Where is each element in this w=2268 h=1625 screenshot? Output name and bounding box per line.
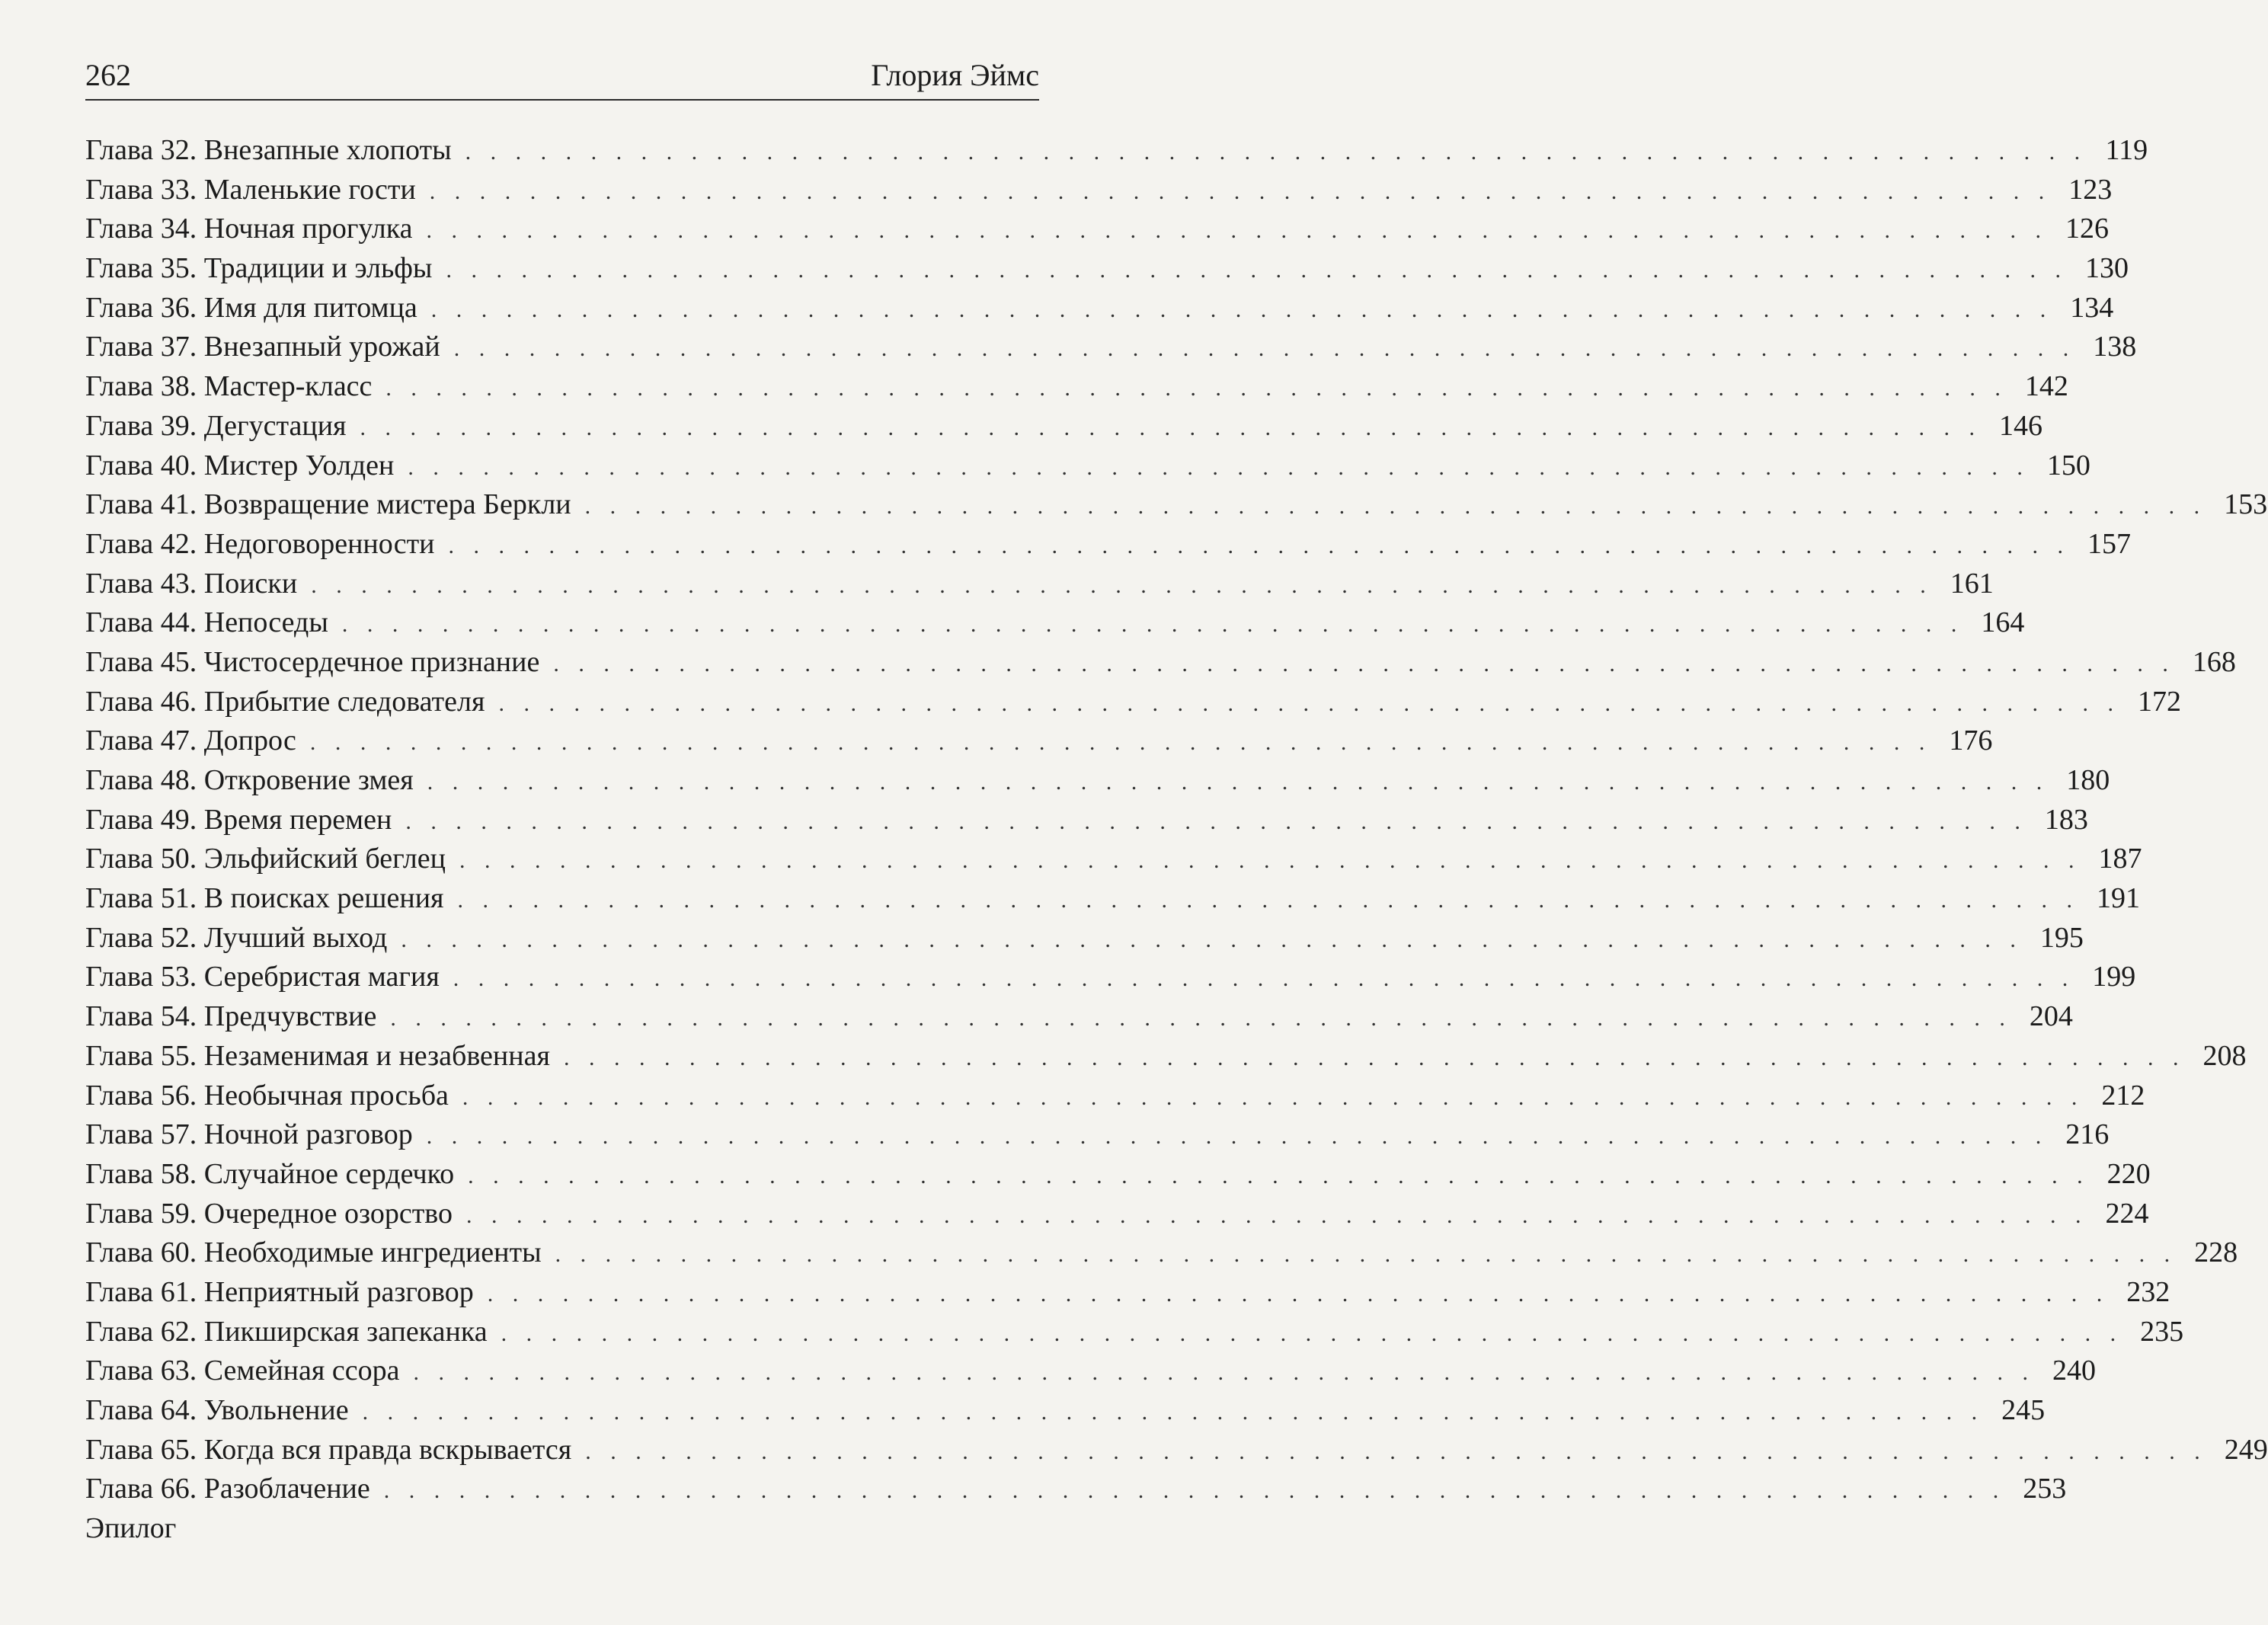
toc-entry-page: 168 [2192,645,2236,678]
dot-leader: . . . . . . . . . . . . . . . . . . . . . . . . . . . . . . . . . . . . . . . . . . . . . . . . . . . . . . . . . . . . . . . . . [453,336,2076,362]
dot-leader: . . . . . . . . . . . . . . . . . . . . . . . . . . . . . . . . . . . . . . . . . . . . . . . . . . . . . . . . . . . . . . . . . [448,533,2071,558]
toc-entry-page: 224 [2105,1197,2149,1230]
dot-leader: . . . . . . . . . . . . . . . . . . . . . . . . . . . . . . . . . . . . . . . . . . . . . . . . . . . . . . . . . . . . . . . . . [553,651,2175,677]
dot-leader: . . . . . . . . . . . . . . . . . . . . . . . . . . . . . . . . . . . . . . . . . . . . . . . . . . . . . . . . . . . . . . . . . [459,848,2081,874]
toc-entry [85,1115,2110,1155]
toc-entry [85,801,2088,840]
dot-leader: . . . . . . . . . . . . . . . . . . . . . . . . . . . . . . . . . . . . . . . . . . . . . . . . . . . . . . . . . . . . . . . . . [465,139,2087,165]
toc-entry-title: Глава 42. Недоговоренности [85,527,435,560]
toc-entry [85,1037,2247,1076]
dot-leader: . . . . . . . . . . . . . . . . . . . . . . . . . . . . . . . . . . . . . . . . . . . . . . . . . . . . . . . . . . . . . . . . . [383,1478,2006,1504]
toc-entry-page: 253 [2023,1473,2067,1505]
dot-leader: . . . . . . . . . . . . . . . . . . . . . . . . . . . . . . . . . . . . . . . . . . . . . . . . . . . . . . . . . . . . . . . . . [426,218,2048,244]
toc-entry [85,879,2141,919]
toc-entry [85,643,2236,683]
dot-leader: . . . . . . . . . . . . . . . . . . . . . . . . . . . . . . . . . . . . . . . . . . . . . . . . . . . . . . . . . . . . . . . . . [385,376,2007,401]
dot-leader: . . . . . . . . . . . . . . . . . . . . . . . . . . . . . . . . . . . . . . . . . . . . . . . . . . . . . . . . . . . . . . . . . [585,1438,2207,1464]
toc-entry-page: 176 [1949,725,1993,757]
toc-entry-title: Глава 43. Поиски [85,567,298,600]
toc-entry [85,958,2136,997]
toc-entry-title: Глава 62. Пикширская запеканка [85,1315,488,1348]
toc-entry-title: Глава 50. Эльфийский беглец [85,843,446,875]
toc-entry-page: 130 [2084,252,2129,285]
toc-entry-title: Глава 60. Необходимые ингредиенты [85,1236,542,1269]
dot-leader: . . . . . . . . . . . . . . . . . . . . . . . . . . . . . . . . . . . . . . . . . . . . . . . . . . . . . . . . . . . . . . . . . [426,1124,2049,1150]
toc-entry [85,840,2142,879]
toc-entry-title: Глава 58. Случайное сердечко [85,1157,455,1190]
toc-entry [85,919,2084,958]
toc-entry [85,1195,2149,1234]
dot-leader: . . . . . . . . . . . . . . . . . . . . . . . . . . . . . . . . . . . . . . . . . . . . . . . . . . . . . . . . . . . . . . . . . [468,1163,2090,1188]
toc-entry-page: 199 [2092,961,2136,993]
toc-entry-page: 245 [2001,1394,2046,1426]
toc-entry [85,407,2043,446]
toc-entry-page: 195 [2039,921,2084,954]
toc-entry [85,603,2025,643]
toc-entry-page: 240 [2052,1355,2096,1387]
toc-entry-title: Эпилог [85,1512,177,1545]
dot-leader: . . . . . . . . . . . . . . . . . . . . . . . . . . . . . . . . . . . . . . . . . . . . . . . . . . . . . . . . . . . . . . . . . [462,1084,2084,1110]
dot-leader: . . . . . . . . . . . . . . . . . . . . . . . . . . . . . . . . . . . . . . . . . . . . . . . . . . . . . . . . . . . . . . . . . [555,1242,2177,1268]
toc-entry [85,1273,2170,1313]
toc-entry-title: Глава 51. В поисках решения [85,882,444,915]
toc-entry-title: Глава 47. Допрос [85,725,296,757]
dot-leader: . . . . . . . . . . . . . . . . . . . . . . . . . . . . . . . . . . . . . . . . . . . . . . . . . . . . . . . . . . . . . . . . . [563,1044,2186,1070]
toc-entry-page: 134 [2070,291,2114,324]
toc-entry [85,1431,2268,1470]
toc-entry-title: Глава 38. Мастер-класс [85,370,373,403]
dot-leader: . . . . . . . . . . . . . . . . . . . . . . . . . . . . . . . . . . . . . . . . . . . . . . . . . . . . . . . . . . . . . . . . . [309,730,1932,756]
toc-entry-title: Глава 52. Лучший выход [85,921,388,954]
toc-entry-title: Глава 36. Имя для питомца [85,291,417,324]
toc-entry-title: Глава 49. Время перемен [85,803,392,836]
toc-entry-title: Глава 61. Неприятный разговор [85,1275,474,1308]
dot-leader: . . . . . . . . . . . . . . . . . . . . . . . . . . . . . . . . . . . . . . . . . . . . . . . . . . . . . . . . . . . . . . . . . [430,296,2053,322]
toc-entry [85,367,2068,407]
toc-entry [85,328,2137,367]
toc-entry-title: Глава 64. Увольнение [85,1394,349,1426]
toc-entry-title: Глава 65. Когда вся правда вскрывается [85,1433,572,1466]
toc-entry-page: 208 [2202,1039,2247,1072]
toc-entry-page: 157 [2087,527,2132,560]
toc-entry [85,446,2090,486]
dot-leader: . . . . . . . . . . . . . . . . . . . . . . . . . . . . . . . . . . . . . . . . . . . . . . . . . . . . . . . . . . . . . . . . . [427,769,2049,795]
toc-entry [85,249,2129,289]
toc-entry-page: 183 [2044,803,2088,836]
toc-entry [85,1076,2145,1116]
toc-entry-page: 119 [2105,134,2148,166]
dot-leader: . . . . . . . . . . . . . . . . . . . . . . . . . . . . . . . . . . . . . . . . . . . . . . . . . . . . . . . . . . . . . . . . . [498,690,2120,716]
toc-entry-title: Глава 35. Традиции и эльфы [85,252,433,285]
toc-entry [85,1352,2096,1391]
dot-leader: . . . . . . . . . . . . . . . . . . . . . . . . . . . . . . . . . . . . . . . . . . . . . . . . . . . . . . . . . . . . . . . . . [501,1320,2123,1346]
toc-entry-page: 249 [2224,1433,2268,1466]
toc-entry-title: Глава 63. Семейная ссора [85,1355,400,1387]
dot-leader: . . . . . . . . . . . . . . . . . . . . . . . . . . . . . . . . . . . . . . . . . . . . . . . . . . . . . . . . . . . . . . . . . [487,1281,2110,1307]
toc-entry [85,761,2110,801]
dot-leader: . . . . . . . . . . . . . . . . . . . . . . . . . . . . . . . . . . . . . . . . . . . . . . . . . . . . . . . . . . . . . . . . . [405,808,2027,834]
toc-entry-page: 138 [2093,331,2137,363]
toc-entry-page: 212 [2101,1079,2145,1112]
toc-entry-page: 232 [2126,1275,2170,1308]
toc-entry-title: Глава 45. Чистосердечное признание [85,645,540,678]
dot-leader: . . . . . . . . . . . . . . . . . . . . . . . . . . . . . . . . . . . . . . . . . . . . . . . . . . . . . . . . . . . . . . . . . [341,612,1964,638]
toc-entry [85,1313,2184,1352]
dot-leader: . . . . . . . . . . . . . . . . . . . . . . . . . . . . . . . . . . . . . . . . . . . . . . . . . . . . . . . . . . . . . . . . . [390,1006,2012,1032]
toc-entry [85,1233,2238,1273]
toc-entry-page: 220 [2106,1157,2151,1190]
table-of-contents [85,131,2268,1549]
toc-entry [85,997,2073,1037]
toc-entry-page: 172 [2137,685,2181,718]
toc-entry [85,565,1994,604]
toc-entry [85,289,2114,328]
toc-entry-title: Глава 39. Дегустация [85,409,347,442]
dot-leader: . . . . . . . . . . . . . . . . . . . . . . . . . . . . . . . . . . . . . . . . . . . . . . . . . . . . . . . . . . . . . . . . . [360,414,1982,440]
toc-entry-title: Глава 46. Прибытие следователя [85,685,485,718]
dot-leader: . . . . . . . . . . . . . . . . . . . . . . . . . . . . . . . . . . . . . . . . . . . . . . . . . . . . . . . . . . . . . . . . . [465,1202,2088,1228]
toc-entry-title: Глава 59. Очередное озорство [85,1197,453,1230]
toc-entry [85,683,2181,722]
dot-leader: . . . . . . . . . . . . . . . . . . . . . . . . . . . . . . . . . . . . . . . . . . . . . . . . . . . . . . . . . . . . . . . . . [413,1360,2035,1386]
toc-entry [85,171,2113,210]
toc-entry-page: 187 [2098,843,2142,875]
toc-entry-title: Глава 37. Внезапный урожай [85,331,440,363]
toc-entry-title: Глава 34. Ночная прогулка [85,213,413,245]
toc-entry-title: Глава 57. Ночной разговор [85,1118,413,1151]
toc-entry-page: 150 [2046,449,2090,481]
toc-entry-title: Глава 44. Непоседы [85,606,328,639]
page-header [85,47,1039,101]
toc-entry-page: 142 [2024,370,2068,403]
toc-entry [85,721,1993,761]
dot-leader: . . . . . . . . . . . . . . . . . . . . . . . . . . . . . . . . . . . . . . . . . . . . . . . . . . . . . . . . . . . . . . . . . [429,178,2052,204]
toc-entry-title: Глава 41. Возвращение мистера Беркли [85,488,571,521]
toc-entry-page: 164 [1981,606,2025,639]
toc-entry-page: 228 [2194,1236,2238,1269]
running-head: Глория Эймс [871,58,1039,92]
toc-entry-title: Глава 66. Разоблачение [85,1473,370,1505]
page-number: 262 [85,58,131,92]
dot-leader: . . . . . . . . . . . . . . . . . . . . . . . . . . . . . . . . . . . . . . . . . . . . . . . . . . . . . . . . . . . . . . . . . [453,966,2075,992]
toc-entry-title: Глава 48. Откровение змея [85,764,414,796]
dot-leader: . . . . . . . . . . . . . . . . . . . . . . . . . . . . . . . . . . . . . . . . . . . . . . . . . . . . . . . . . . . . . . . . . [311,572,1933,598]
toc-entry [85,1155,2151,1195]
toc-entry-title: Глава 40. Мистер Уолден [85,449,395,481]
toc-entry [85,1391,2046,1431]
toc-entry [85,131,2148,171]
toc-entry [85,210,2109,249]
toc-entry [85,485,2268,525]
toc-entry [85,1470,2067,1509]
toc-entry-title: Глава 55. Незаменимая и незабвенная [85,1039,550,1072]
toc-entry-title: Глава 53. Серебристая магия [85,961,440,993]
toc-entry-title: Глава 56. Необычная просьба [85,1079,449,1112]
toc-entry [85,1509,1039,1549]
toc-entry [85,525,2132,565]
dot-leader: . . . . . . . . . . . . . . . . . . . . . . . . . . . . . . . . . . . . . . . . . . . . . . . . . . . . . . . . . . . . . . . . . [584,494,2207,520]
toc-entry-page: 204 [2029,1000,2073,1033]
toc-entry-page: 216 [2065,1118,2110,1151]
toc-entry-page: 153 [2224,488,2268,521]
dot-leader: . . . . . . . . . . . . . . . . . . . . . . . . . . . . . . . . . . . . . . . . . . . . . . . . . . . . . . . . . . . . . . . . . [408,454,2030,480]
toc-entry-page: 191 [2097,882,2141,915]
toc-entry-page: 180 [2066,764,2110,796]
dot-leader: . . . . . . . . . . . . . . . . . . . . . . . . . . . . . . . . . . . . . . . . . . . . . . . . . . . . . . . . . . . . . . . . . [457,888,2080,913]
toc-entry-page: 235 [2140,1315,2184,1348]
toc-entry-title: Глава 54. Предчувствие [85,1000,377,1033]
toc-entry-page: 126 [2065,213,2109,245]
toc-entry-title: Глава 32. Внезапные хлопоты [85,134,452,166]
toc-entry-page: 123 [2068,173,2113,206]
dot-leader: . . . . . . . . . . . . . . . . . . . . . . . . . . . . . . . . . . . . . . . . . . . . . . . . . . . . . . . . . . . . . . . . . [362,1399,1985,1425]
toc-entry-page: 161 [1950,567,1994,600]
dot-leader: . . . . . . . . . . . . . . . . . . . . . . . . . . . . . . . . . . . . . . . . . . . . . . . . . . . . . . . . . . . . . . . . . [446,258,2068,283]
toc-entry-title: Глава 33. Маленькие гости [85,173,416,206]
toc-entry-page: 146 [1999,409,2043,442]
dot-leader: . . . . . . . . . . . . . . . . . . . . . . . . . . . . . . . . . . . . . . . . . . . . . . . . . . . . . . . . . . . . . . . . . [401,926,2023,952]
